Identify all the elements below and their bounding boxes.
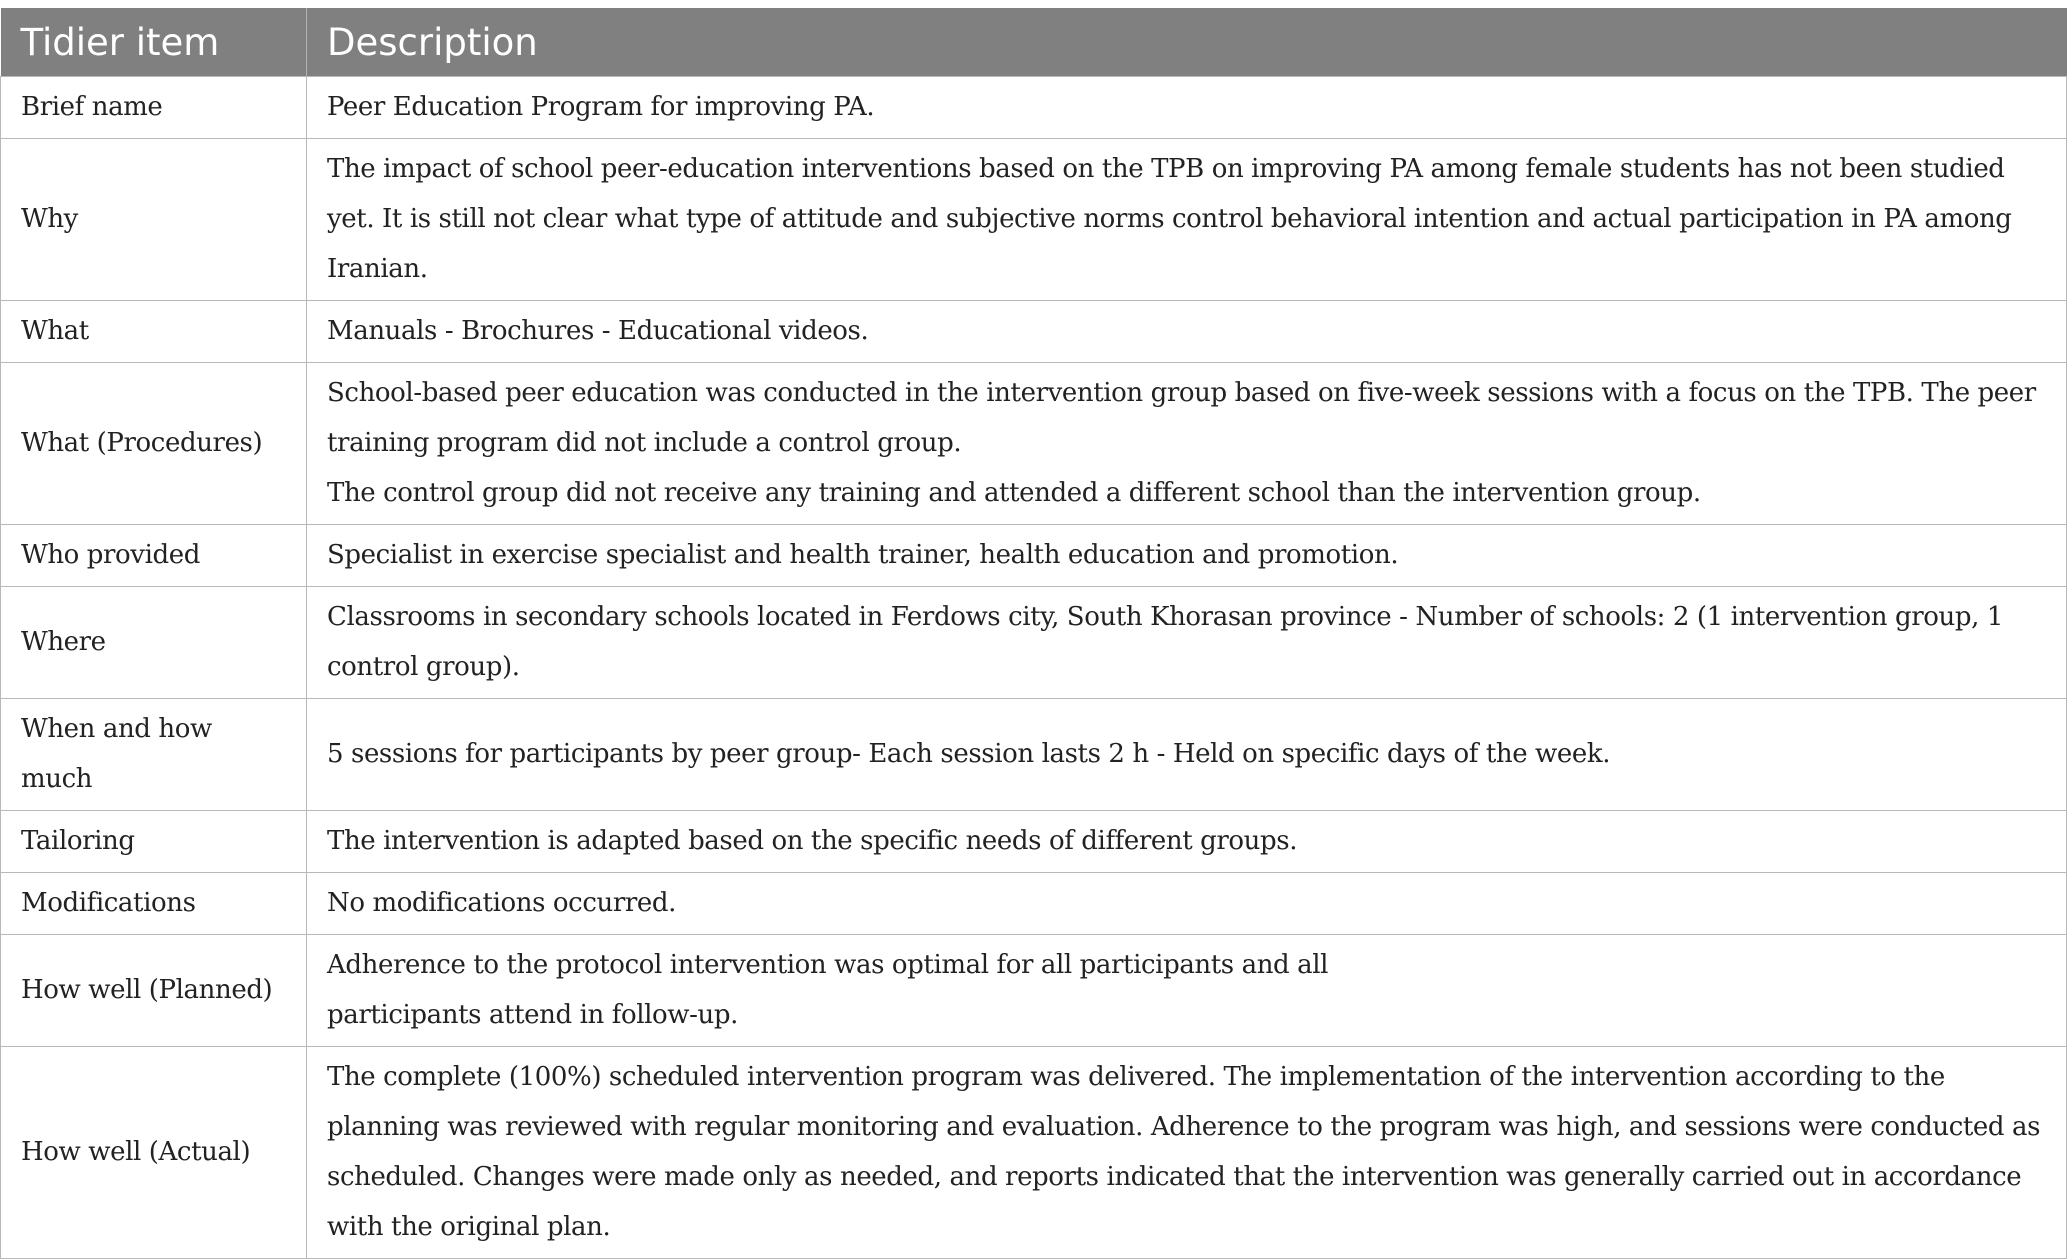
table-row: [1, 139, 2067, 301]
tidier-item-cell: What (Procedures): [1, 363, 307, 525]
tidier-table: [0, 8, 2067, 1259]
description-text: Classrooms in secondary schools located in Ferdows city, South Khorasan province - Number of schools: 2 (1 intervention group, 1 control group).: [327, 602, 2003, 682]
table-row: [1, 699, 2067, 811]
tidier-item-cell: How well (Planned): [1, 935, 307, 1047]
description-text: School-based peer education was conducted in the intervention group based on five-week sessions with a focus on the TPB. The peer training program did not include a control group.: [327, 378, 2036, 458]
tidier-item-cell: How well (Actual): [1, 1047, 307, 1259]
description-cell: [307, 873, 2067, 935]
table-row: [1, 873, 2067, 935]
description-cell: [307, 1047, 2067, 1259]
table-header: [1, 8, 2067, 77]
tidier-item-cell: Brief name: [1, 77, 307, 139]
table-row: [1, 811, 2067, 873]
table-body: [1, 77, 2067, 1259]
description-cell: [307, 587, 2067, 699]
description-text: The impact of school peer-education interventions based on the TPB on improving PA among female students has not been studied yet. It is still not clear what type of attitude and subjective norms control behavioral intention and actual participation in PA among Iranian.: [327, 154, 2012, 284]
tidier-item-cell: When and how much: [1, 699, 307, 811]
description-cell: [307, 139, 2067, 301]
description-text: No modifications occurred.: [327, 888, 676, 918]
table-row: [1, 1047, 2067, 1259]
tidier-item-cell: What: [1, 301, 307, 363]
tidier-item-cell: Where: [1, 587, 307, 699]
tidier-item-cell: Modifications: [1, 873, 307, 935]
column-header-tidier-item: Tidier item: [1, 8, 307, 77]
description-text: Adherence to the protocol intervention was optimal for all participants and all: [327, 950, 1329, 980]
table-row: [1, 525, 2067, 587]
description-cell: [307, 811, 2067, 873]
table-row: [1, 363, 2067, 525]
description-text: Peer Education Program for improving PA.: [327, 92, 875, 122]
description-cell: [307, 935, 2067, 1047]
column-header-description: Description: [307, 8, 2067, 77]
tidier-item-cell: Why: [1, 139, 307, 301]
table-row: [1, 935, 2067, 1047]
description-text: participants attend in follow-up.: [327, 1000, 738, 1030]
description-text: The complete (100%) scheduled intervention program was delivered. The implementation of the intervention according to the planning was reviewed with regular monitoring and evaluation. Adherence to the program was high, and sessions were conducted as scheduled. Changes were made only as needed, and reports indicated that the intervention was generally carried out in accordance with the original plan.: [327, 1062, 2041, 1242]
description-text: The control group did not receive any training and attended a different school than the intervention group.: [327, 478, 1701, 508]
description-cell: [307, 363, 2067, 525]
description-text: Specialist in exercise specialist and health trainer, health education and promotion.: [327, 540, 1399, 570]
description-text: Manuals - Brochures - Educational videos.: [327, 316, 869, 346]
table-row: [1, 301, 2067, 363]
tidier-item-cell: Who provided: [1, 525, 307, 587]
tidier-table-container: [0, 8, 2066, 1259]
description-cell: [307, 525, 2067, 587]
description-cell: [307, 301, 2067, 363]
description-cell: [307, 699, 2067, 811]
description-text: The intervention is adapted based on the specific needs of different groups.: [327, 826, 1298, 856]
description-cell: [307, 77, 2067, 139]
header-row: [1, 8, 2067, 77]
tidier-item-cell: Tailoring: [1, 811, 307, 873]
description-text: 5 sessions for participants by peer group- Each session lasts 2 h - Held on specific days of the week.: [327, 739, 1611, 769]
table-row: [1, 77, 2067, 139]
table-row: [1, 587, 2067, 699]
